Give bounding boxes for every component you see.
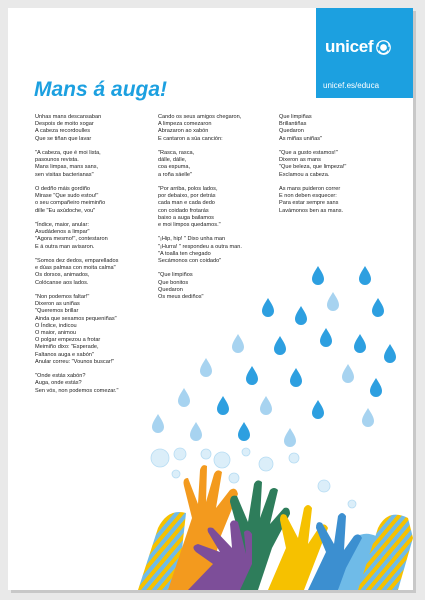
poem-line: coa espuma, xyxy=(158,164,191,171)
page-title: Mans á auga! xyxy=(34,78,168,101)
poem-line: Meimiño dixo: "Esperade, xyxy=(35,344,99,351)
water-drop-icon xyxy=(217,396,229,415)
poem-line: e dúas palmas con moita calma" xyxy=(35,265,116,272)
poem-column-3 xyxy=(279,114,391,222)
poem-line: O Índice, indicou xyxy=(35,322,77,329)
poem-line: Mans limpas, mans sans, xyxy=(35,164,99,171)
poem-stanza xyxy=(35,114,159,143)
poem-line: pasounos revista. xyxy=(35,157,79,164)
bubble-icon xyxy=(242,448,250,456)
water-drop-icon xyxy=(295,306,307,325)
water-drop-icon xyxy=(312,266,324,285)
water-drop-icon xyxy=(152,414,164,433)
poem-stanza xyxy=(35,294,159,366)
water-drop-icon xyxy=(362,408,374,427)
water-drop-icon xyxy=(178,388,190,407)
document-page xyxy=(8,8,413,590)
poem-line: Secámonos con coidado" xyxy=(158,258,222,265)
poem-line: O maior, animou xyxy=(35,330,77,337)
unicef-url-link[interactable]: unicef.es/educa xyxy=(323,81,380,90)
poem-line: "Somos dez dedos, emparellados xyxy=(35,258,119,264)
poem-line: "¡Hip, hip! " Dixo unha man xyxy=(158,236,226,243)
poem-line: Lavámonos ben as mans. xyxy=(279,207,344,214)
poem-line: A limpeza comezaron xyxy=(158,121,212,128)
poem-line: Que limpiñas xyxy=(279,114,312,120)
bubble-icon xyxy=(259,457,273,471)
water-drop-icon xyxy=(274,336,286,355)
poem-line: "¡Hurra! " respondeu a outra man. xyxy=(158,243,242,250)
poem-line: Quedaron xyxy=(158,286,183,293)
poem-line: Ainda que sexamos pequeniñas" xyxy=(35,315,117,322)
water-drop-icon xyxy=(260,396,272,415)
poem-line: Mirase "Que sudo estou!" xyxy=(35,193,99,200)
poem-line: As mans puideron correr xyxy=(279,186,341,192)
poem-line: con coidado frotarás xyxy=(158,207,209,214)
poem-stanza xyxy=(279,114,391,143)
poem-line: por debaixo, por detrás xyxy=(158,193,216,200)
poem-line: e moi limpos quedamos." xyxy=(158,222,221,229)
poem-line: Abrazaron ao xabón xyxy=(158,128,209,135)
poem-line: Para estar sempre sans xyxy=(279,200,339,207)
water-drop-icon xyxy=(354,334,366,353)
poem-line: "Que a gusto estamos!" xyxy=(279,150,338,156)
poem-line: A cabeza recordoulles xyxy=(35,128,91,135)
poem-column-1 xyxy=(35,114,159,402)
water-drop-icon xyxy=(370,378,382,397)
poem-stanza xyxy=(35,222,159,251)
water-drop-icon xyxy=(384,344,396,363)
poem-line: "Rasca, rasca, xyxy=(158,150,195,156)
poem-line: "Queremos brillar xyxy=(35,308,79,315)
poem-stanza xyxy=(279,150,391,179)
raised-hands xyxy=(138,465,413,590)
poem-line: Faltanos auga e xabón" xyxy=(35,351,94,358)
poem-line: cada man e cada dedo xyxy=(158,200,215,207)
poem-line: Anular correu: "Vounos buscar!" xyxy=(35,358,115,365)
poem-line: Unhas mans descansaban xyxy=(35,114,102,120)
poem-line: dille "Eu axúdoche, vou" xyxy=(35,207,96,214)
poem-line: E cantaron a súa canción: xyxy=(158,135,223,142)
poem-stanza xyxy=(158,272,278,301)
poem-line: Que se tiñan que lavar xyxy=(35,135,92,142)
poem-stanza xyxy=(158,150,278,179)
poem-line: baixo a auga bailamos xyxy=(158,214,214,221)
poem-line: E non deben esquecer: xyxy=(279,193,337,200)
soap-bubbles xyxy=(151,448,299,483)
water-drop-icon xyxy=(342,364,354,383)
poem-stanza xyxy=(35,373,159,395)
poem-stanza xyxy=(35,150,159,179)
poem-line: Colócanse aos lados. xyxy=(35,279,89,286)
poem-line: Sen vós, non podemos comezar." xyxy=(35,387,119,394)
poem-line: "A toalla ten chegado xyxy=(158,250,211,257)
water-drop-icon xyxy=(359,266,371,285)
water-drop-icon xyxy=(238,422,250,441)
water-drop-icon xyxy=(312,400,324,419)
water-drop-icon xyxy=(200,358,212,377)
poem-line: "Onde estás xabón? xyxy=(35,373,86,380)
water-drop-icon xyxy=(190,422,202,441)
unicef-wordmark: unicef xyxy=(325,37,374,56)
bubble-icon xyxy=(151,449,169,467)
poem-line: Axudádenos a limpar" xyxy=(35,229,90,236)
poem-stanza xyxy=(279,186,391,215)
poem-line: dálle, dálle, xyxy=(158,157,187,164)
bubble-icon xyxy=(289,453,299,463)
poem-stanza xyxy=(35,186,159,215)
poem-line: o seu compañeiro meiminño xyxy=(35,200,106,207)
water-drop-icon xyxy=(246,366,258,385)
poem-line: sen visitas bacterianas" xyxy=(35,171,94,178)
poem-line: Que bonitos xyxy=(158,279,189,286)
poem-line: E á outra man avisaron. xyxy=(35,243,95,250)
poem-line: "Que limpiños xyxy=(158,272,193,279)
poem-line: O polgar empezou a frotar xyxy=(35,337,101,344)
water-drop-icon xyxy=(284,428,296,447)
water-drop-icon xyxy=(232,334,244,353)
bubble-icon xyxy=(172,470,180,478)
poem-line: Os meus dediños" xyxy=(158,294,204,301)
bubble-icon xyxy=(348,500,356,508)
poem-line: a roña sáelle" xyxy=(158,171,193,178)
bubble-icon xyxy=(229,473,239,483)
poem-line: O dedño máis gordiño xyxy=(35,186,91,192)
poem-stanza xyxy=(35,258,159,287)
water-drop-icon xyxy=(290,368,302,387)
bubble-icon xyxy=(201,449,211,459)
poem-column-2 xyxy=(158,114,278,308)
poem-line: Cando os seus amigos chegaron, xyxy=(158,114,242,120)
poem-line: Dixeron as mans xyxy=(279,157,321,164)
poem-stanza xyxy=(158,186,278,229)
poem-line: "Non podemos faltar!" xyxy=(35,294,90,300)
poem-line: "Que beleza, que limpeza!" xyxy=(279,164,347,171)
bubble-icon xyxy=(174,448,186,460)
bubble-icon xyxy=(214,452,230,468)
poem-line: "Por arriba, polos lados, xyxy=(158,186,218,192)
poem-stanza xyxy=(158,114,278,143)
water-drop-icon xyxy=(327,292,339,311)
poem-line: Dixeron as uniñas xyxy=(35,301,80,308)
poem-line: Despois de moito xogar xyxy=(35,121,94,128)
water-drop-icon xyxy=(372,298,384,317)
poem-line: Brillantiñas xyxy=(279,121,307,128)
poem-line: "A cabeza, que é moi lista, xyxy=(35,150,101,156)
poem-line: Quedaron xyxy=(279,128,304,135)
poem-line: Auga, onde estás? xyxy=(35,380,82,387)
poem-stanza xyxy=(158,236,278,265)
water-drop-icon xyxy=(320,328,332,347)
bubble-icon xyxy=(318,480,330,492)
poem-line: As miñas uniñas" xyxy=(279,135,323,142)
poem-line: Exclamou a cabeza. xyxy=(279,171,330,178)
poem-line: "Índice, maior, anular: xyxy=(35,222,89,228)
poem-line: Os dorsos, animados, xyxy=(35,272,90,279)
poem-line: "Agora mesmo!", contestaron xyxy=(35,236,108,243)
